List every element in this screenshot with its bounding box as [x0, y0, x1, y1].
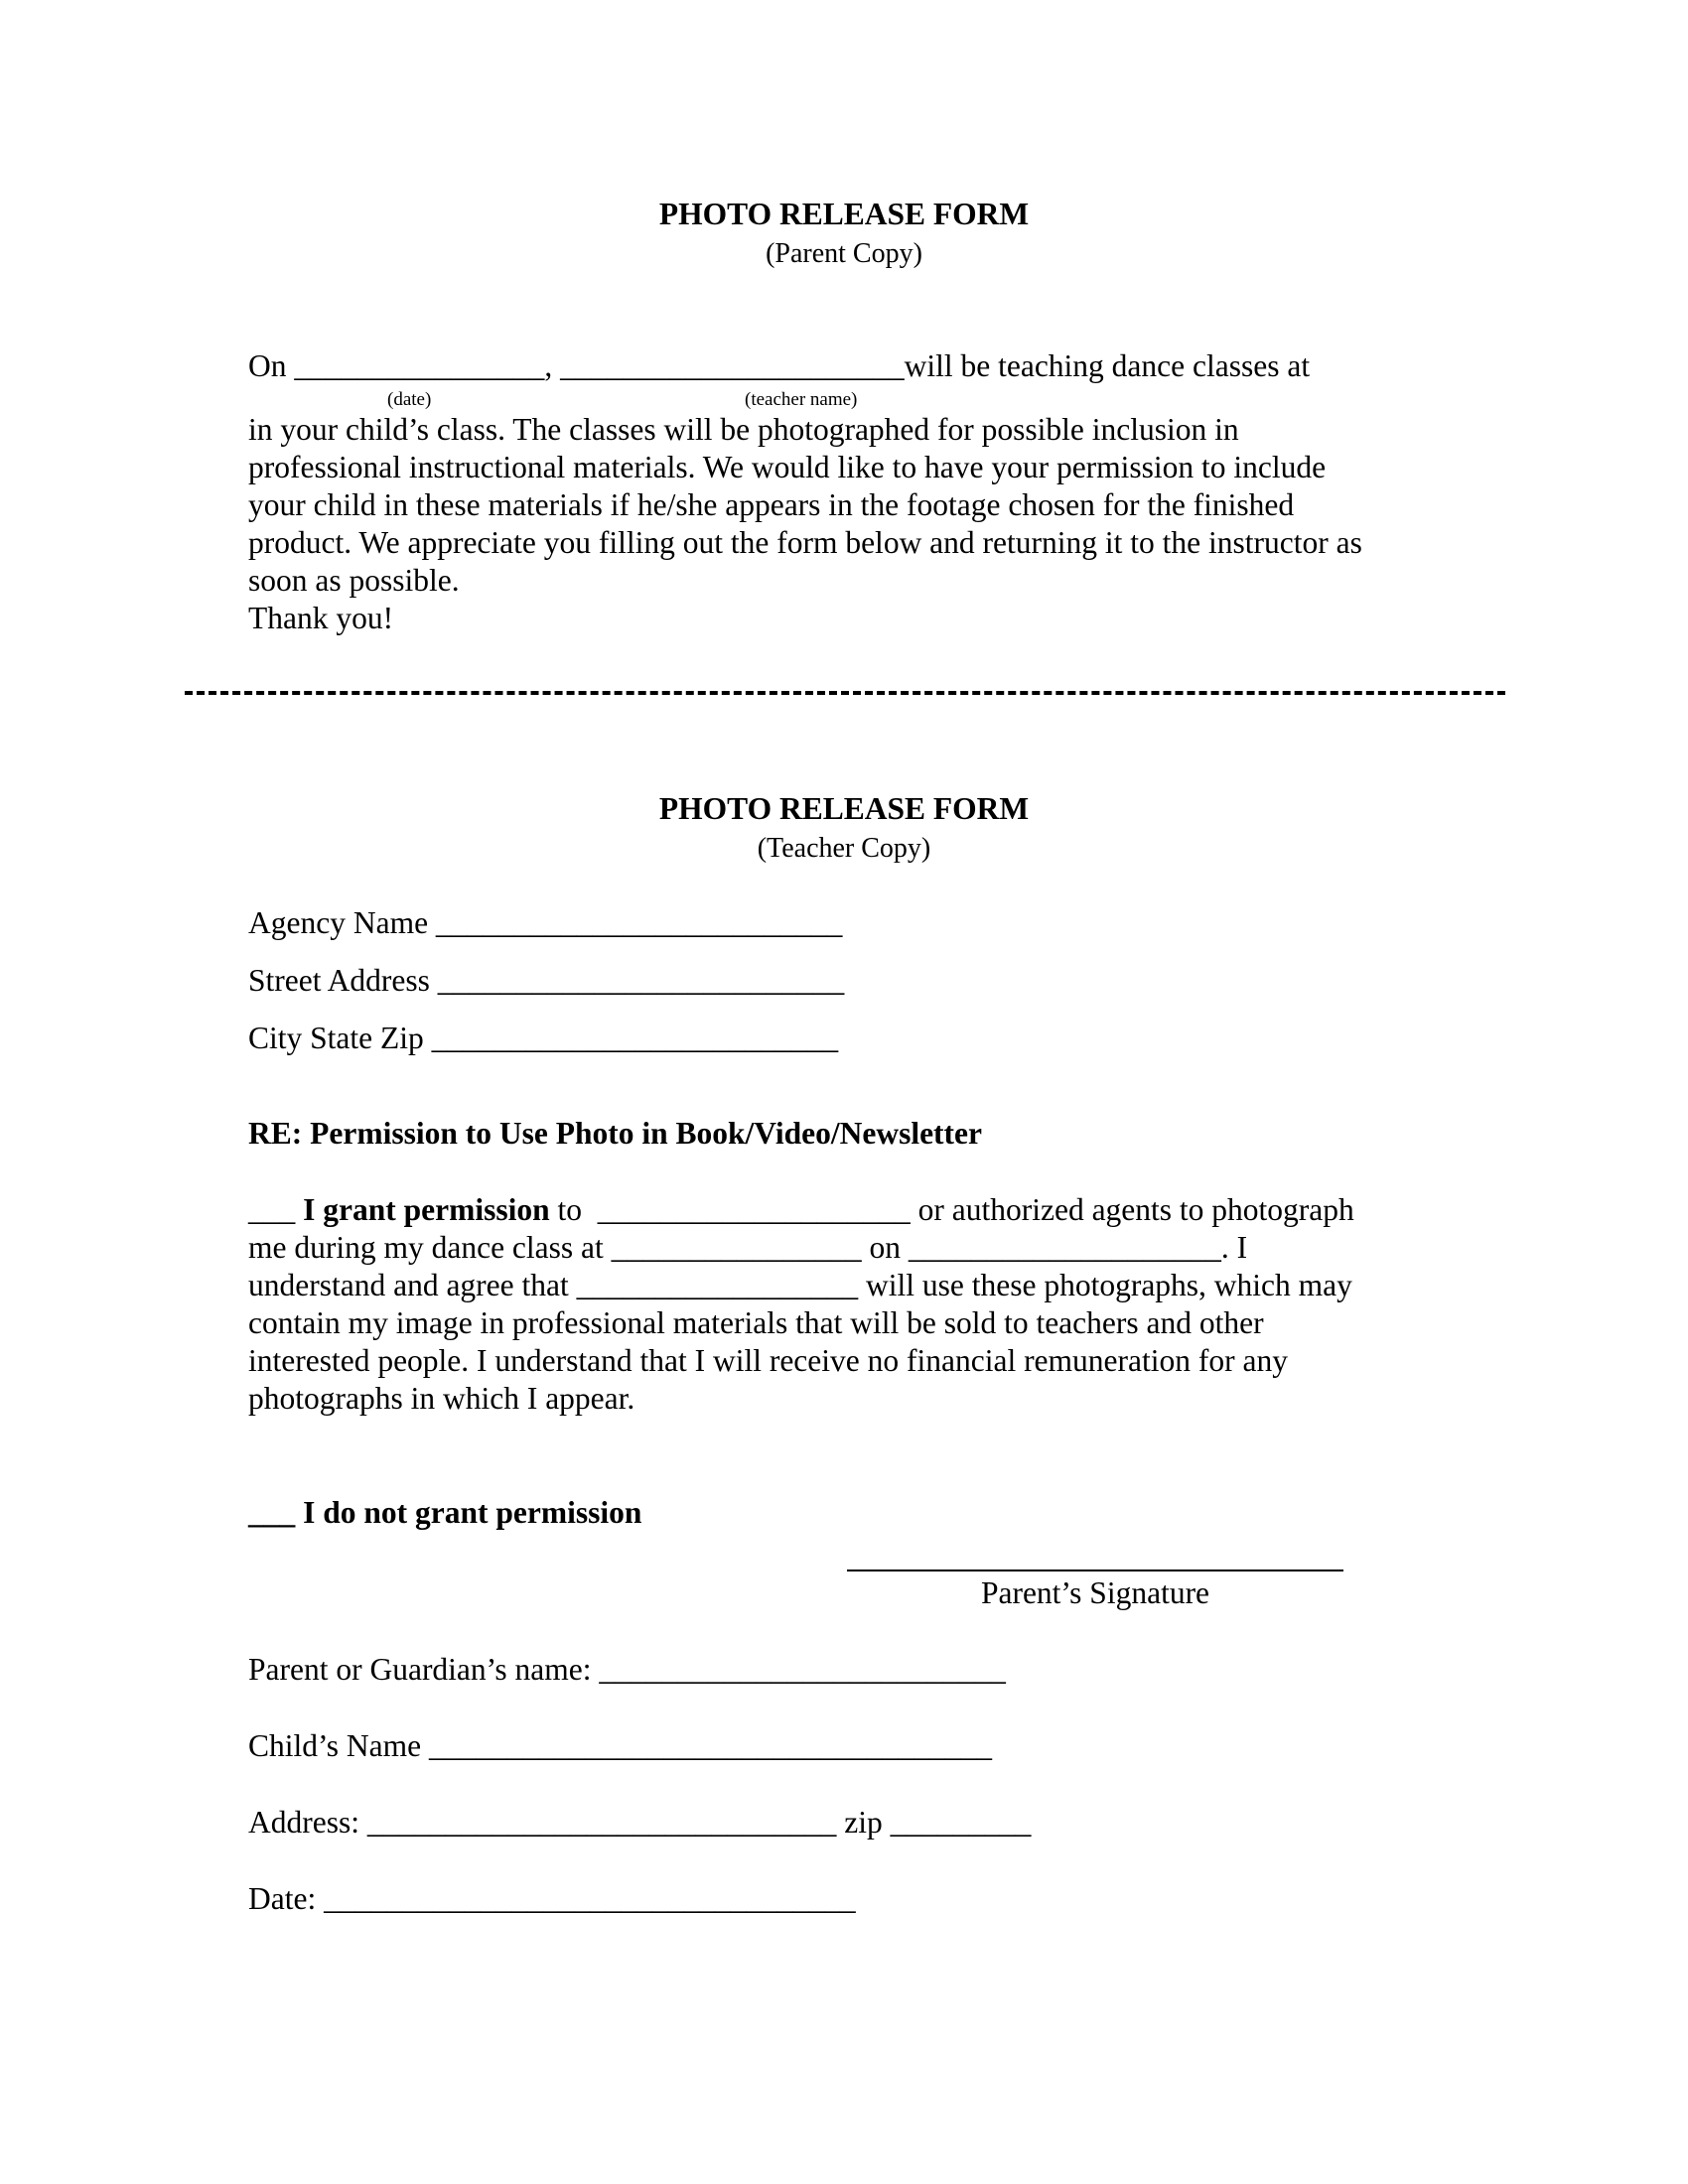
parent-intro-line: On ________________, ______________________will be teaching dance classes at [248, 348, 1311, 383]
signature-label: Parent’s Signature [980, 1575, 1210, 1610]
parent-paragraph-line: in your child’s class. The classes will be photographed for possible inclusion in [248, 412, 1239, 447]
parent-paragraph-line: your child in these materials if he/she appears in the footage chosen for the finished [248, 487, 1295, 522]
parent-copy-subtitle: (Parent Copy) [766, 238, 922, 269]
agency-name-field[interactable]: Agency Name __________________________ [248, 905, 843, 940]
thank-you-line: Thank you! [248, 601, 394, 635]
grant-permission-line [248, 1191, 1354, 1229]
deny-permission-line[interactable]: ___ I do not grant permission [248, 1495, 642, 1530]
child-name-field[interactable]: Child’s Name ____________________________________ [248, 1728, 992, 1763]
grant-paragraph-line: understand and agree that __________________ will use these photographs, which may [248, 1268, 1352, 1302]
parent-copy-title: PHOTO RELEASE FORM [658, 197, 1030, 231]
grant-permission-label: I grant permission [303, 1192, 550, 1227]
guardian-name-field[interactable]: Parent or Guardian’s name: __________________________ [248, 1652, 1006, 1687]
parent-paragraph-line: product. We appreciate you filling out the form below and returning it to the instructor as [248, 525, 1362, 560]
city-state-zip-field[interactable]: City State Zip __________________________ [248, 1021, 839, 1055]
parent-paragraph-line: professional instructional materials. We would like to have your permission to include [248, 450, 1327, 484]
parent-paragraph-line: soon as possible. [248, 563, 460, 598]
grant-paragraph-line: interested people. I understand that I will receive no financial remuneration for any [248, 1343, 1288, 1378]
grant-paragraph-line: photographs in which I appear. [248, 1381, 635, 1416]
grant-permission-text: to ____________________ or authorized agents to photograph [549, 1192, 1354, 1227]
grant-paragraph-line: me during my dance class at ________________ on ____________________. I [248, 1230, 1248, 1265]
teacher-copy-title: PHOTO RELEASE FORM [658, 791, 1030, 826]
re-permission-heading: RE: Permission to Use Photo in Book/Video/Newsletter [248, 1116, 983, 1151]
grant-checkbox-blank[interactable]: ___ [248, 1192, 304, 1227]
date-caption: (date) [387, 389, 432, 410]
date-field[interactable]: Date: __________________________________ [248, 1881, 856, 1916]
street-address-field[interactable]: Street Address __________________________ [248, 963, 845, 998]
grant-paragraph-line: contain my image in professional materials that will be sold to teachers and other [248, 1305, 1264, 1340]
cut-line-divider [185, 691, 1505, 695]
teacher-name-caption: (teacher name) [745, 389, 858, 410]
address-field[interactable]: Address: ______________________________ zip _________ [248, 1805, 1032, 1840]
teacher-copy-subtitle: (Teacher Copy) [757, 833, 931, 864]
signature-line[interactable] [847, 1570, 1343, 1571]
